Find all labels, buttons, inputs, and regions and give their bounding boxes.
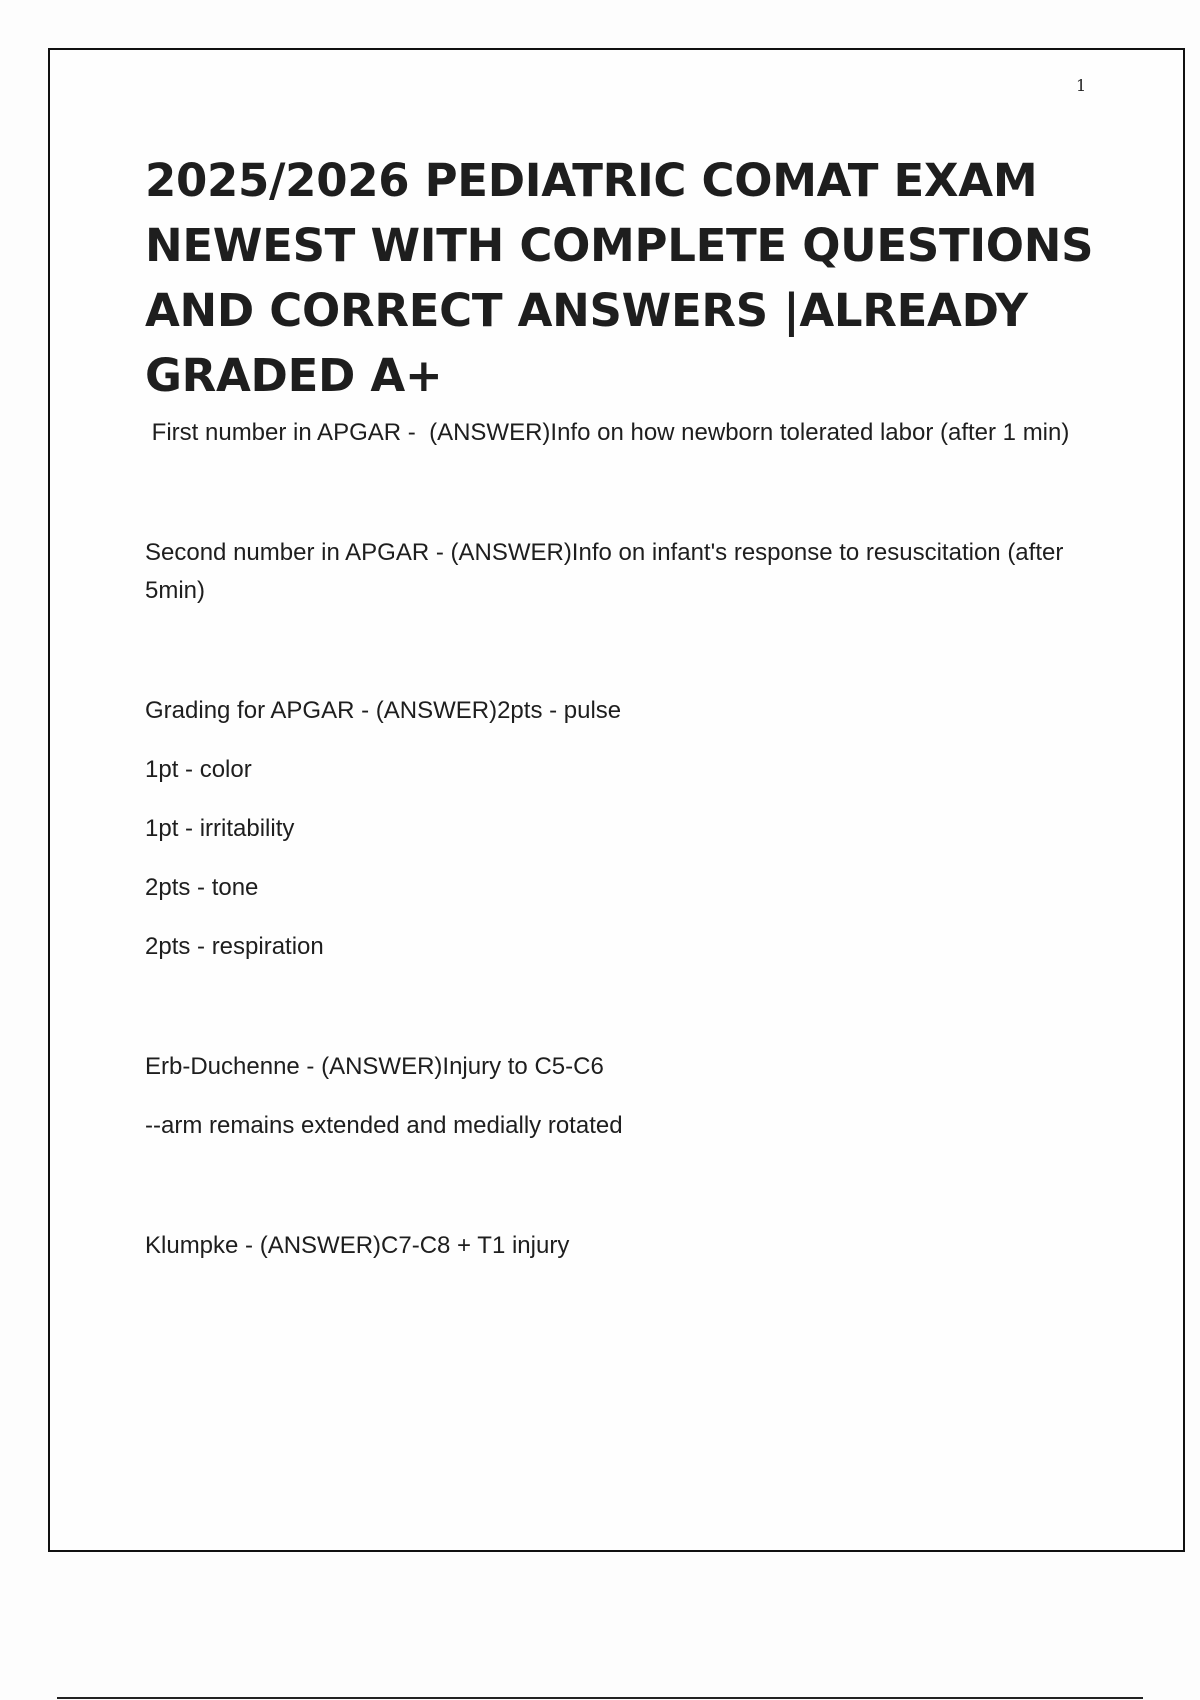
page-number: 1 bbox=[1076, 76, 1087, 95]
qa-text: Grading for APGAR - (ANSWER)2pts - pulse bbox=[145, 697, 622, 724]
qa-text-line: 2pts - tone bbox=[145, 874, 259, 901]
qa-text: First number in APGAR - (ANSWER)Info on how newborn tolerated labor (after 1 min) bbox=[145, 419, 1070, 446]
qa-text-line: 1pt - color bbox=[145, 756, 252, 783]
footer-divider bbox=[57, 1697, 1143, 1699]
qa-entry-erb-duchenne bbox=[145, 1048, 1105, 1145]
qa-text-line: 1pt - irritability bbox=[145, 815, 295, 842]
qa-entry-klumpke bbox=[145, 1227, 1105, 1265]
qa-entry-apgar-second bbox=[145, 534, 1105, 610]
qa-text-line: --arm remains extended and medially rotated bbox=[145, 1112, 623, 1139]
qa-text: Klumpke - (ANSWER)C7-C8 + T1 injury bbox=[145, 1232, 570, 1259]
document-title: 2025/2026 PEDIATRIC COMAT EXAM NEWEST WITH COMPLETE QUESTIONS AND CORRECT ANSWERS |ALREADY GRADED A+ bbox=[145, 154, 1094, 402]
qa-text: Erb-Duchenne - (ANSWER)Injury to C5-C6 bbox=[145, 1053, 604, 1080]
qa-text-line: 2pts - respiration bbox=[145, 933, 324, 960]
document-body bbox=[145, 148, 1105, 1265]
qa-text: Second number in APGAR - (ANSWER)Info on infant's response to resuscitation (after 5min) bbox=[145, 539, 1064, 604]
qa-entry-apgar-grading bbox=[145, 692, 1105, 966]
qa-entry-apgar-first bbox=[145, 414, 1105, 452]
